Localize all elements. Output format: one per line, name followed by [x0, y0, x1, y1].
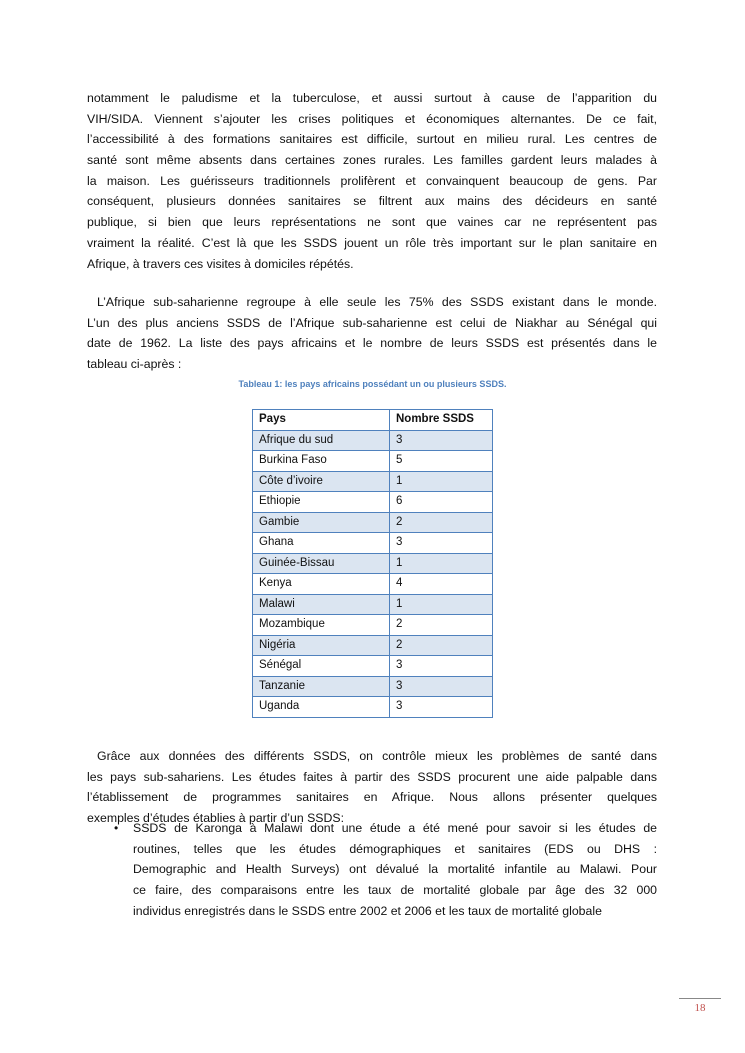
text-line: date de 1962. La liste des pays africains et le nombre de leurs SSDS est présentés dans le: [87, 336, 657, 351]
table-row: [253, 697, 493, 718]
text-line: exemples d’études établies à partir d’un SSDS:: [87, 811, 345, 826]
text-line: VIH/SIDA. Viennent s’ajouter les crises politiques et économiques alternantes. De ce fait,: [87, 111, 657, 126]
count-cell: 6: [390, 492, 493, 513]
text-line: publique, si bien que leurs représentations ne sont que vaines car ne représentent pas: [87, 215, 657, 230]
table-header-row: [253, 410, 493, 431]
table-row: [253, 615, 493, 636]
country-cell: Kenya: [253, 574, 390, 595]
country-cell: Sénégal: [253, 656, 390, 677]
paragraph-2: [87, 292, 657, 375]
text-line: ce faire, des comparaisons entre les taux de mortalité globale par âge des 32 000: [133, 883, 657, 898]
text-line: les pays sub-sahariens. Les études faites à partir des SSDS procurent une aide palpable dans: [87, 769, 657, 784]
ssds-table: [252, 409, 493, 718]
text-line: SSDS de Karonga à Malawi dont une étude a été mené pour savoir si les études de: [133, 821, 657, 835]
count-cell: 3: [390, 676, 493, 697]
table-caption: Tableau 1: les pays africains possédant un ou plusieurs SSDS.: [238, 379, 507, 389]
count-cell: 3: [390, 533, 493, 554]
text-line: vraiment la réalité. C’est là que les SSDS jouent un rôle très important sur le plan sanitaire en: [87, 235, 657, 250]
count-cell: 1: [390, 594, 493, 615]
count-cell: 4: [390, 574, 493, 595]
count-cell: 1: [390, 553, 493, 574]
header-pays: Pays: [253, 410, 390, 431]
count-cell: 2: [390, 512, 493, 533]
count-cell: 3: [390, 656, 493, 677]
country-cell: Afrique du sud: [253, 430, 390, 451]
country-cell: Ghana: [253, 533, 390, 554]
bullet-icon: •: [114, 821, 119, 835]
table-row: [253, 533, 493, 554]
country-cell: Mozambique: [253, 615, 390, 636]
text-line: individus enregistrés dans le SSDS entre 2002 et 2006 et les taux de mortalité globale: [133, 903, 602, 918]
country-cell: Nigéria: [253, 635, 390, 656]
count-cell: 5: [390, 451, 493, 472]
table-row: [253, 574, 493, 595]
table-row: [253, 451, 493, 472]
country-cell: Uganda: [253, 697, 390, 718]
text-line: la maison. Les guérisseurs traditionnels prolifèrent et convainquent beaucoup de gens. Par: [87, 173, 657, 188]
page-number: 18: [694, 1002, 706, 1014]
header-nombre-ssds: Nombre SSDS: [390, 410, 493, 431]
paragraph-1: [87, 88, 657, 274]
table-row: [253, 594, 493, 615]
text-line: Afrique, à travers ces visites à domiciles répétés.: [87, 256, 354, 271]
bullet-item-karonga: [87, 818, 657, 921]
text-line: santé sont même absents dans certaines zones rurales. Les familles gardent leurs malades à: [87, 153, 657, 168]
country-cell: Ethiopie: [253, 492, 390, 513]
count-cell: 3: [390, 430, 493, 451]
country-cell: Côte d’ivoire: [253, 471, 390, 492]
country-cell: Gambie: [253, 512, 390, 533]
text-line: notamment le paludisme et la tuberculose, et aussi surtout à cause de l’apparition du: [87, 91, 657, 105]
count-cell: 3: [390, 697, 493, 718]
country-cell: Burkina Faso: [253, 451, 390, 472]
table-row: [253, 676, 493, 697]
country-cell: Tanzanie: [253, 676, 390, 697]
footer-divider: [679, 998, 721, 999]
text-line: L’Afrique sub-saharienne regroupe à elle seule les 75% des SSDS existant dans le monde.: [97, 295, 657, 309]
text-line: Demographic and Health Surveys) ont dévalué la mortalité infantile au Malawi. Pour: [133, 862, 657, 877]
table-row: [253, 553, 493, 574]
table-row: [253, 492, 493, 513]
table-row: [253, 635, 493, 656]
count-cell: 1: [390, 471, 493, 492]
text-line: Grâce aux données des différents SSDS, on contrôle mieux les problèmes de santé dans: [97, 749, 657, 763]
count-cell: 2: [390, 615, 493, 636]
country-cell: Guinée-Bissau: [253, 553, 390, 574]
country-cell: Malawi: [253, 594, 390, 615]
text-line: l’établissement de programmes sanitaires en Afrique. Nous allons présenter quelques: [87, 790, 657, 805]
paragraph-3: [87, 746, 657, 829]
count-cell: 2: [390, 635, 493, 656]
text-line: routines, telles que les études démographiques et sanitaires (EDS ou DHS :: [133, 841, 657, 856]
text-line: l’accessibilité à des formations sanitaires est difficile, surtout en milieu rural. Les centres de: [87, 132, 657, 147]
table-row: [253, 471, 493, 492]
text-line: conséquent, plusieurs données sanitaires se filtrent aux mains des décideurs en santé: [87, 194, 657, 209]
table-row: [253, 656, 493, 677]
text-line: tableau ci-après :: [87, 357, 182, 372]
table-row: [253, 430, 493, 451]
table-row: [253, 512, 493, 533]
text-line: L’un des plus anciens SSDS de l’Afrique sub-saharienne est celui de Niakhar au Sénégal qui: [87, 315, 657, 330]
